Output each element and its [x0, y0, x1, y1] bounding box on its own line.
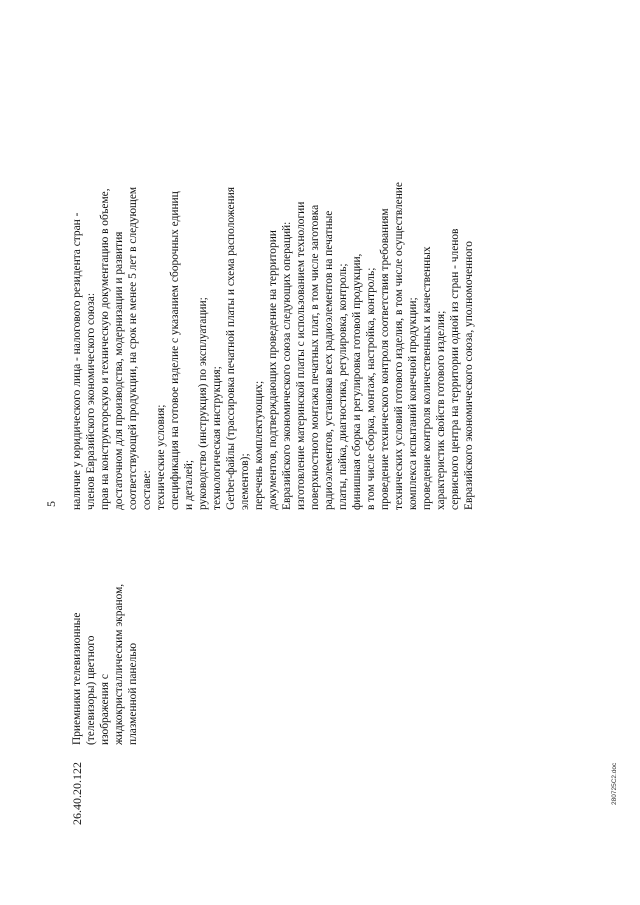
- condition-line: документов, подтверждающих проведение на территории: [267, 230, 279, 510]
- condition-line: технологическая инструкция;: [211, 366, 223, 510]
- product-name-line: изображения с: [99, 674, 111, 745]
- condition-line: финишная сборка и регулировка готовой продукции,: [351, 253, 363, 510]
- condition-line: соответствующей продукции, на срок не менее 5 лет в следующем: [127, 186, 139, 510]
- condition-line: характеристик свойств готового изделия;: [435, 310, 447, 510]
- condition-line: Gerber-файлы (трассировка печатной платы и схема расположения: [225, 187, 237, 510]
- product-name-line: жидкокристаллическим экраном,: [113, 583, 125, 745]
- condition-line: и деталей;: [183, 459, 195, 510]
- condition-line: наличие у юридического лица - налогового резидента стран -: [71, 212, 83, 510]
- product-name-line: Приемники телевизионные: [71, 612, 83, 745]
- condition-line: технические условия;: [155, 404, 167, 510]
- condition-line: спецификация на готовое изделие с указанием сборочных единиц: [169, 191, 181, 510]
- condition-line: проведение технического контроля соответствия требованиям: [379, 208, 391, 510]
- condition-line: членов Евразийского экономического союза:: [85, 292, 97, 510]
- condition-line: технических условий готового изделия, в том числе осуществление: [393, 182, 405, 510]
- product-name-line: (телевизоры) цветного: [85, 635, 97, 745]
- condition-line: перечень комплектующих;: [253, 380, 265, 510]
- condition-line: элементов);: [239, 453, 251, 510]
- condition-line: проведение контроля количественных и качественных: [421, 246, 433, 510]
- product-name-line: плазменной панелью: [127, 643, 139, 745]
- product-code: 26.40.20.122: [70, 762, 84, 825]
- condition-line: платы, пайка, диагностика, регулировка, контроль;: [337, 263, 349, 510]
- condition-line: достаточном для производства, модернизации и развития: [113, 231, 125, 510]
- file-id: 280725С2.doc: [611, 762, 618, 805]
- condition-line: руководство (инструкция) по эксплуатации;: [197, 297, 209, 510]
- condition-line: сервисного центра на территории одной из стран - членов: [449, 228, 461, 510]
- condition-line: поверхностного монтажа печатных плат, в том числе заготовка: [309, 204, 321, 510]
- condition-line: прав на конструкторскую и техническую документацию в объеме,: [99, 188, 111, 510]
- condition-line: изготовление материнской платы с использованием технологии: [295, 201, 307, 510]
- page-number: 5: [44, 501, 58, 507]
- conditions-text: [70, 182, 476, 510]
- condition-line: Евразийского экономического союза, уполномоченного: [463, 240, 475, 510]
- condition-line: радиоэлементов, установка всех радиоэлементов на печатные: [323, 210, 335, 510]
- condition-line: Евразийского экономического союза следующих операций:: [281, 221, 293, 510]
- condition-line: в том числе сборка, монтаж, настройка, контроль;: [365, 267, 377, 510]
- condition-line: комплекса испытаний конечной продукции;: [407, 297, 419, 510]
- product-name: [70, 584, 140, 745]
- condition-line: составе:: [141, 470, 153, 510]
